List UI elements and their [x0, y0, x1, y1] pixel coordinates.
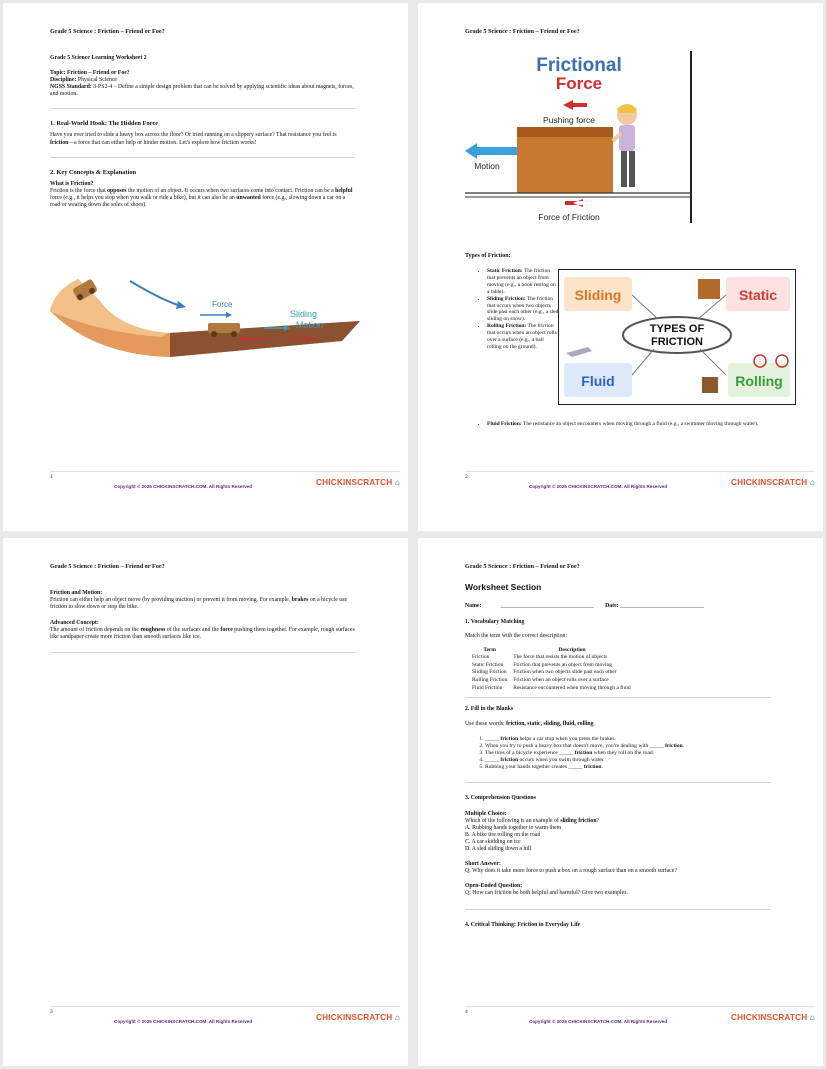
- hook-text: Have you ever tried to slide a heavy box across the floor? Or tried running on a slippery surface? That resistance you feel is friction—a force that can either help or hinder motion. Let's explore how friction works!: [50, 132, 337, 146]
- static-label: Static: [738, 287, 778, 303]
- sa-question: Q: Why does it take more force to push a box on a rough surface than on a smooth surface?: [465, 868, 677, 875]
- vocab-col-description: Description: [558, 647, 586, 654]
- center-label-1: TYPES OF: [649, 323, 705, 335]
- house-icon: ⌂: [809, 1013, 815, 1022]
- oe-question: Q: How can friction be both helpful and harmful? Give two examples.: [465, 890, 628, 897]
- table-row: Static Friction Friction that prevents an object from moving: [472, 661, 612, 668]
- concepts-heading: 2. Key Concepts & Explanation: [50, 168, 137, 176]
- worksheet-title: Worksheet Section: [465, 582, 542, 592]
- motion-label: Motion: [296, 320, 324, 330]
- page-header: Grade 5 Science : Friction – Friend or Foe?: [50, 563, 165, 570]
- list-item: 5. Rubbing your hands together creates _____ friction.: [485, 764, 770, 771]
- table-row: Rolling Friction Friction when an object rolls over a surface: [472, 677, 609, 684]
- pushing-label: Pushing force: [543, 115, 595, 125]
- critical-thinking-heading: 4. Critical Thinking: Friction in Everyday Life: [465, 922, 581, 929]
- frictional-force-illustration: [465, 51, 693, 223]
- table-row: Fluid Friction Resistance encountered when moving through a fluid: [472, 684, 631, 691]
- page-1: [3, 3, 408, 531]
- page-3: [3, 538, 408, 1066]
- brand-logo: CHICKINSCRATCH ⌂: [731, 1013, 815, 1022]
- list-item: • Fluid Friction: The resistance an object encounters when moving through a fluid (e.g., a swimmer moving through water).: [487, 421, 787, 428]
- page-header: Grade 5 Science : Friction – Friend or Foe?: [465, 563, 580, 570]
- page-2: [418, 3, 823, 531]
- blanks-instructions: Use these words: friction, static, sliding, fluid, rolling: [465, 721, 594, 728]
- table-row: Friction The force that resists the motion of objects: [472, 654, 608, 661]
- copyright: Copyright © 2025 CHICKINSCRATCH.COM. All Rights Reserved: [529, 1019, 668, 1024]
- motion-label: Motion: [474, 161, 500, 171]
- page-footer: [50, 471, 400, 491]
- copyright: Copyright © 2025 CHICKINSCRATCH.COM. All Rights Reserved: [114, 484, 253, 489]
- fluid-label: Fluid: [581, 373, 615, 389]
- page-footer: [50, 1006, 400, 1026]
- vocab-heading: 1. Vocabulary Matching: [465, 619, 525, 626]
- brand-logo: CHICKINSCRATCH ⌂: [316, 478, 400, 487]
- force-label: Force: [212, 300, 233, 309]
- page-footer: [465, 471, 815, 491]
- divider: [50, 157, 355, 158]
- mc-option: A. Rubbing hands together to warm them: [465, 824, 562, 831]
- advanced-text: The amount of friction depends on the roughness of the surfaces and the force pushing them together. For example, rough surfaces like sandpaper create more friction than smooth surfaces like ice.: [50, 627, 355, 641]
- list-item: • Sliding Friction: The friction that occurs when two objects slide past each other (e.g., a sled sliding on snow).: [487, 296, 559, 324]
- mc-option: B. A bike tire rolling on the road: [465, 831, 541, 838]
- mc-option: D. A sled sliding down a hill: [465, 845, 532, 852]
- friction-label: Force of Friction: [538, 212, 600, 222]
- illus-subtitle: Force: [555, 74, 603, 93]
- rolling-label: Rolling: [735, 373, 783, 389]
- divider: [50, 108, 355, 109]
- comprehension-heading: 3. Comprehension Questions: [465, 795, 536, 802]
- divider: [465, 909, 770, 910]
- motion-text: Friction can either help an object move (by providing traction) or prevent it from moving. For example, brakes on a bicycle use friction to slow down or stop the bike.: [50, 597, 348, 611]
- vocab-instructions: Match the term with the correct description:: [465, 633, 568, 640]
- ngss-line: NGSS Standard: 3-PS2-4 – Define a simple design problem that can be solved by applying scientific ideas about magnets, forces, and motion.: [50, 84, 354, 98]
- oe-heading: Open-Ended Question:: [465, 883, 523, 890]
- list-item: • Static Friction: The friction that prevents an object from moving (e.g., a book resting on a table).: [487, 268, 559, 296]
- name-field[interactable]: ________________________________: [500, 603, 594, 609]
- table-row: Sliding Friction Friction when two objects slide past each other: [472, 669, 617, 676]
- page-number: 3: [50, 1009, 53, 1015]
- page-number: 1: [50, 474, 53, 480]
- house-icon: ⌂: [394, 478, 400, 487]
- fill-blanks-list: [485, 736, 770, 770]
- discipline-line: Discipline: Physical Science: [50, 77, 117, 84]
- copyright: Copyright © 2025 CHICKINSCRATCH.COM. All Rights Reserved: [529, 484, 668, 489]
- crate-icon: [702, 377, 718, 393]
- topic-line: Topic: Friction – Friend or Foe?: [50, 70, 130, 77]
- what-text: Friction is the force that opposes the motion of an object. It occurs when two surfaces come into contact. Friction can be a helpful force (e.g., it helps you stop when you walk or ride a bike), but it can also be an unwanted force (e.g., slowing down a car on a road or wearing down the soles of shoes).: [50, 187, 353, 208]
- divider: [465, 782, 770, 783]
- ramp-illustration: [50, 271, 365, 359]
- hook-heading: 1. Real-World Hook: The Hidden Force: [50, 120, 159, 128]
- illus-title: Frictional: [536, 55, 622, 76]
- mc-question: Which of the following is an example of sliding friction?: [465, 817, 600, 824]
- friction-label: Friction: [290, 334, 317, 343]
- friction-types-list: [487, 268, 559, 351]
- friction-types-list-continued: [487, 421, 787, 428]
- mc-heading: Multiple Choice:: [465, 810, 507, 817]
- box-icon: [698, 279, 720, 299]
- page-header: Grade 5 Science : Friction – Friend or Foe?: [50, 28, 165, 35]
- divider: [465, 697, 770, 698]
- brand-logo: CHICKINSCRATCH ⌂: [731, 478, 815, 487]
- vocab-col-term: Term: [483, 647, 496, 654]
- house-icon: ⌂: [809, 478, 815, 487]
- sliding-label: Sliding: [290, 309, 318, 319]
- list-item: 4. _____ friction occurs when you swim through water.: [485, 757, 770, 764]
- mc-option: C. A car skidding on ice: [465, 838, 521, 845]
- list-item: 1. _____ friction helps a car stop when you press the brakes.: [485, 736, 770, 743]
- copyright: Copyright © 2025 CHICKINSCRATCH.COM. All Rights Reserved: [114, 1019, 253, 1024]
- sliding-label: Sliding: [574, 287, 622, 303]
- house-icon: ⌂: [394, 1013, 400, 1022]
- page-number: 2: [465, 474, 468, 480]
- page-header: Grade 5 Science : Friction – Friend or Foe?: [465, 28, 580, 35]
- blanks-heading: 2. Fill in the Blanks: [465, 706, 514, 713]
- page-footer: [465, 1006, 815, 1026]
- types-heading: Types of Friction:: [465, 253, 511, 259]
- types-of-friction-diagram: [558, 269, 796, 405]
- brand-logo: CHICKINSCRATCH ⌂: [316, 1013, 400, 1022]
- motion-heading: Friction and Motion:: [50, 590, 103, 596]
- vocab-table: [469, 647, 634, 692]
- page-number: 4: [465, 1009, 468, 1015]
- list-item: 3. The tires of a bicycle experience _____ friction when they roll on the road.: [485, 750, 770, 757]
- what-heading: What is Friction?: [50, 180, 94, 187]
- worksheet-title: Grade 5 Science Learning Worksheet 2: [50, 55, 147, 61]
- page-4: [418, 538, 823, 1066]
- divider: [50, 652, 355, 653]
- center-label-2: FRICTION: [651, 336, 703, 348]
- sa-heading: Short Answer:: [465, 861, 501, 868]
- name-date-line: Name: ________________________________ Date: _____________________________: [465, 603, 705, 609]
- list-item: • Rolling Friction: The friction that occurs when an object rolls over a surface (e.g., a ball rolling on the ground).: [487, 323, 559, 351]
- list-item: 2. When you try to push a heavy box that doesn't move, you're dealing with _____ friction.: [485, 743, 770, 750]
- date-field[interactable]: _____________________________: [620, 603, 705, 609]
- advanced-heading: Advanced Concept:: [50, 620, 99, 627]
